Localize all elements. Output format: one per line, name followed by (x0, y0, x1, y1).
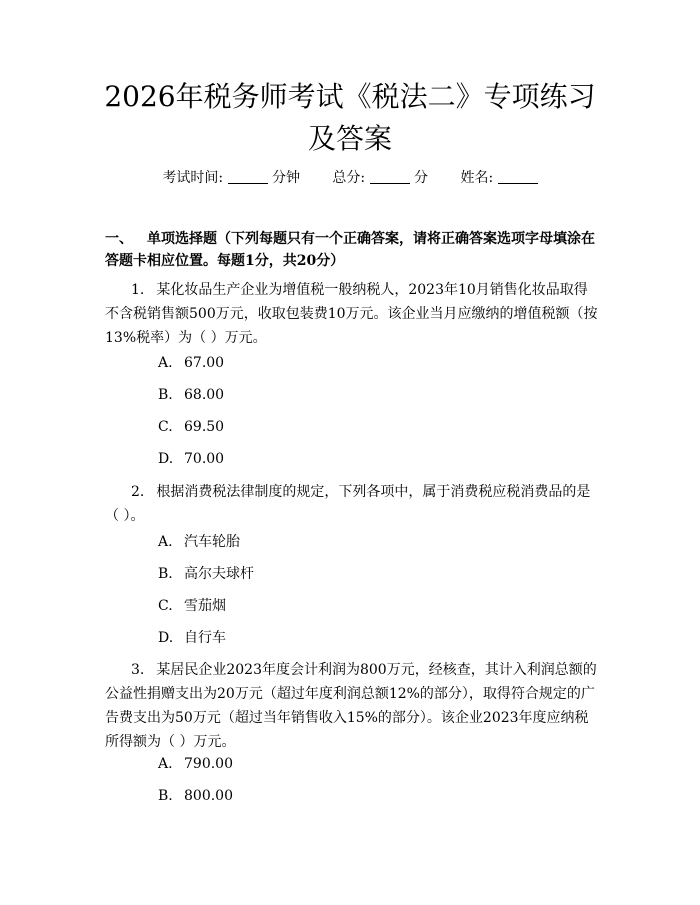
option-letter: D. (158, 451, 174, 467)
student-name-label: 姓名: (460, 170, 494, 186)
option-text: 汽车轮胎 (184, 534, 240, 550)
student-name (460, 170, 537, 186)
option-text: 68.00 (184, 387, 225, 403)
option-2d[interactable] (158, 628, 226, 648)
student-name-blank (498, 171, 538, 184)
option-3b[interactable] (158, 786, 233, 806)
option-text: 800.00 (184, 788, 233, 804)
option-text: 自行车 (184, 630, 226, 646)
option-letter: B. (158, 566, 173, 582)
question-2 (105, 480, 600, 528)
option-text: 69.50 (184, 419, 225, 435)
option-2b[interactable] (158, 564, 254, 584)
option-1c[interactable] (158, 417, 224, 437)
option-text: 67.00 (184, 355, 225, 371)
option-letter: C. (158, 419, 173, 435)
option-letter: D. (158, 630, 174, 646)
option-1b[interactable] (158, 385, 224, 405)
question-1 (105, 278, 600, 350)
exam-info (0, 168, 700, 188)
section-number: 一、 (105, 231, 133, 247)
total-score-unit: 分 (414, 170, 429, 186)
option-1d[interactable] (158, 449, 224, 469)
option-1a[interactable] (158, 353, 224, 373)
option-text: 雪茄烟 (184, 598, 226, 614)
option-letter: A. (158, 534, 173, 550)
total-score-blank (370, 171, 410, 184)
option-letter: C. (158, 598, 173, 614)
question-number: 2. (131, 484, 145, 500)
question-3 (105, 658, 600, 754)
exam-time-unit: 分钟 (271, 170, 300, 186)
exam-time-blank (228, 171, 268, 184)
total-score (332, 170, 432, 186)
exam-time (162, 170, 304, 186)
question-text: 某化妆品生产企业为增值税一般纳税人，2023年10月销售化妆品取得不含税销售额500万元，收取包装费10万元。该企业当月应缴纳的增值税额（按13%税率）为（ ）万元。 (105, 282, 598, 346)
question-text: 某居民企业2023年度会计利润为800万元，经核查，其计入利润总额的公益性捐赠支出为20万元（超过年度利润总额12%的部分），取得符合规定的广告费支出为50万元（超过当年销售收入15%的部分）。该企业2023年度应纳税所得额为（ ）万元。 (105, 662, 597, 750)
option-2c[interactable] (158, 596, 226, 616)
option-text: 高尔夫球杆 (184, 566, 254, 582)
option-letter: B. (158, 788, 173, 804)
option-2a[interactable] (158, 532, 240, 552)
question-number: 3. (131, 662, 145, 678)
option-3a[interactable] (158, 754, 233, 774)
total-score-label: 总分: (332, 170, 366, 186)
question-number: 1. (131, 282, 145, 298)
exam-time-label: 考试时间: (162, 170, 224, 186)
page-title: 2026年税务师考试《税法二》专项练习及答案 (104, 80, 596, 155)
option-letter: B. (158, 387, 173, 403)
option-text: 70.00 (184, 451, 225, 467)
section-text: 单项选择题（下列每题只有一个正确答案，请将正确答案选项字母填涂在答题卡相应位置。每题1分，共20分） (105, 231, 595, 269)
option-text: 790.00 (184, 756, 233, 772)
option-letter: A. (158, 355, 173, 371)
section-heading (105, 228, 600, 272)
option-letter: A. (158, 756, 173, 772)
question-text: 根据消费税法律制度的规定，下列各项中，属于消费税应税消费品的是（ ）。 (105, 484, 591, 524)
